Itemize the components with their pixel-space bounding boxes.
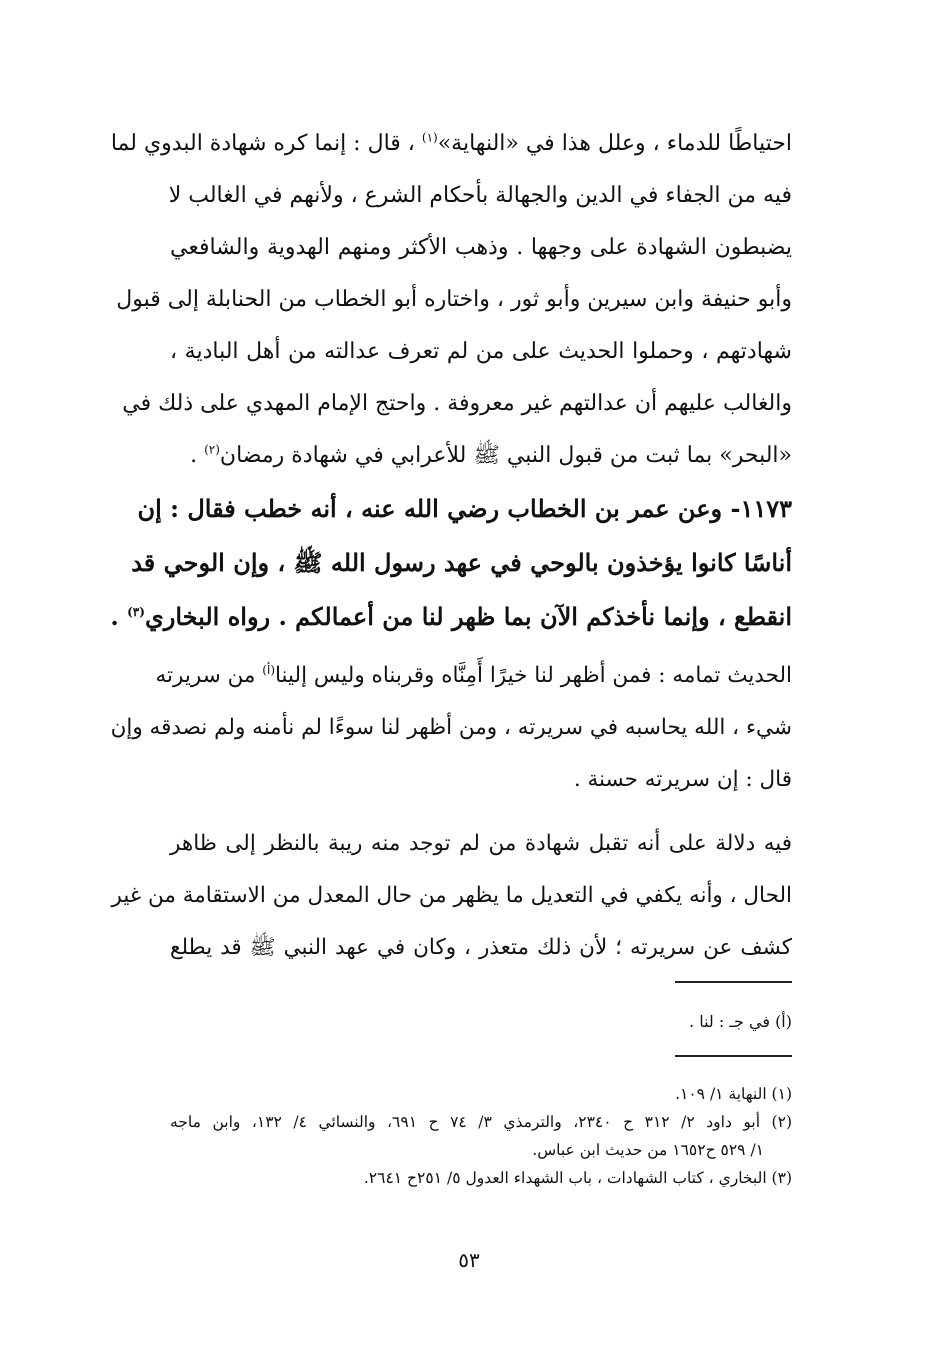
footnote-item: (١) النهاية ١/ ١٠٩.	[675, 1085, 792, 1103]
footnote-separator-rule	[675, 1055, 792, 1057]
footnote-ref[interactable]: (٣)	[127, 605, 145, 619]
text-segment: .	[110, 602, 119, 631]
text-segment: الحديث تمامه : فمن أظهر لنا خيرًا أَمِنَّاه وقربناه وليس إلينا	[275, 663, 792, 688]
text-segment: انقطع ، وإنما نأخذكم الآن بما ظهر لنا من أعمالكم . رواه البخاري	[144, 602, 792, 631]
paragraph-commentary-2	[111, 818, 792, 974]
hadith-line: ١١٧٣- وعن عمر بن الخطاب رضي الله عنه ، أنه خطب فقال : إن	[137, 494, 792, 523]
footnote-item: (٢) أبو داود ٢/ ٣١٢ ح ٢٣٤٠، والترمذي ٣/ ٧٤ ح ٦٩١، والنسائي ٤/ ١٣٢، وابن ماجه	[170, 1113, 792, 1131]
text-line	[155, 650, 792, 702]
text-line: شيء ، الله يحاسبه في سريرته ، ومن أظهر لنا سوءًا لم نأمنه ولم نصدقه وإن	[110, 715, 792, 740]
variant-ref[interactable]: (أ)	[262, 662, 275, 677]
footnote-ref[interactable]: (٢)	[204, 442, 220, 457]
hadith-line: أناسًا كانوا يؤخذون بالوحي في عهد رسول الله ﷺ ، وإن الوحي قد	[131, 548, 792, 577]
variant-note: (أ) في جـ : لنا .	[689, 1012, 792, 1031]
text-line: يضبطون الشهادة على وجهها . وذهب الأكثر ومنهم الهدوية والشافعي	[170, 235, 792, 260]
text-segment: من سريرته	[155, 663, 256, 688]
paragraph-hadith-completion	[110, 650, 792, 806]
hadith-line	[110, 590, 792, 644]
text-line	[110, 118, 792, 170]
footnotes	[170, 1080, 792, 1192]
text-line: الحال ، وأنه يكفي في التعديل ما يظهر من حال المعدل من الاستقامة من غير	[111, 883, 792, 908]
text-line: وأبو حنيفة وابن سيرين وأبو ثور ، واختاره أبو الخطاب من الحنابلة إلى قبول	[116, 287, 792, 312]
text-line: فيه دلالة على أنه تقبل شهادة من لم توجد منه ريبة بالنظر إلى ظاهر	[170, 831, 792, 856]
text-line	[170, 430, 792, 482]
page-number: ٥٣	[458, 1248, 480, 1272]
text-line: والغالب عليهم أن عدالتهم غير معروفة . واحتج الإمام المهدي على ذلك في	[122, 391, 792, 416]
text-segment: «البحر» بما ثبت من قبول النبي ﷺ للأعرابي في شهادة رمضان	[219, 443, 792, 468]
variant-separator-rule	[675, 981, 792, 983]
footnote-ref[interactable]: (١)	[421, 130, 438, 145]
text-line: شهادتهم ، وحملوا الحديث على من لم تعرف عدالته من أهل البادية ،	[170, 339, 792, 364]
hadith-text	[110, 482, 792, 644]
text-line: كشف عن سريرته ؛ لأن ذلك متعذر ، وكان في عهد النبي ﷺ قد يطلع	[170, 935, 792, 960]
paragraph-commentary-1	[110, 118, 792, 482]
text-segment: احتياطًا للدماء ، وعلل هذا في «النهاية»	[437, 131, 792, 156]
text-line: فيه من الجفاء في الدين والجهالة بأحكام الشرع ، ولأنهم في الغالب لا	[168, 183, 792, 208]
text-line: قال : إن سريرته حسنة .	[573, 767, 792, 792]
footnote-item: (٣) البخاري ، كتاب الشهادات ، باب الشهداء العدول ٥/ ٢٥١ح ٢٦٤١.	[363, 1169, 792, 1187]
text-segment: ، قال : إنما كره شهادة البدوي لما	[110, 131, 415, 156]
footnote-item-continued: ١/ ٥٢٩ ح١٦٥٢ من حديث ابن عباس.	[532, 1141, 764, 1159]
text-segment: .	[190, 443, 198, 468]
